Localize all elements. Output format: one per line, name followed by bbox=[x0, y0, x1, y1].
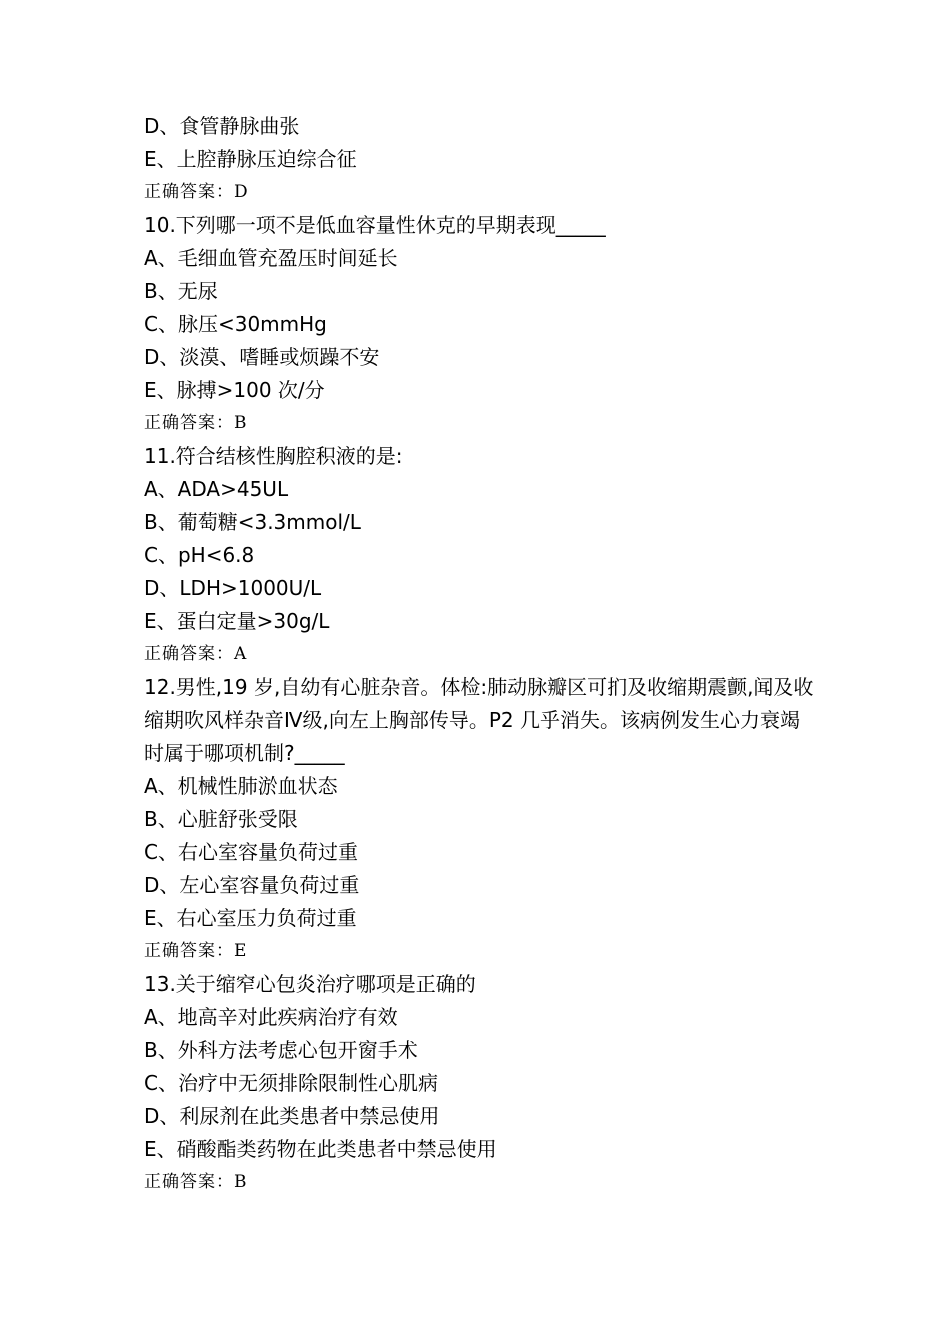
option-d: D、LDH>1000U/L bbox=[144, 576, 322, 600]
option-d: D、淡漠、嗜睡或烦躁不安 bbox=[144, 345, 380, 369]
document-page bbox=[144, 110, 814, 1199]
option-a: A、毛细血管充盈压时间延长 bbox=[144, 246, 398, 270]
option-a: A、机械性肺淤血状态 bbox=[144, 774, 338, 798]
option-d: D、利尿剂在此类患者中禁忌使用 bbox=[144, 1104, 440, 1128]
option-d: D、左心室容量负荷过重 bbox=[144, 873, 360, 897]
question-12 bbox=[144, 671, 814, 968]
correct-answer: 正确答案：B bbox=[144, 1172, 248, 1192]
option-e: E、上腔静脉压迫综合征 bbox=[144, 147, 357, 171]
question-stem: 13.关于缩窄心包炎治疗哪项是正确的 bbox=[144, 972, 476, 996]
option-a: A、ADA>45UL bbox=[144, 477, 289, 501]
option-a: A、地高辛对此疾病治疗有效 bbox=[144, 1005, 398, 1029]
option-c: C、治疗中无须排除限制性心肌病 bbox=[144, 1071, 438, 1095]
option-b: B、无尿 bbox=[144, 279, 218, 303]
question-11 bbox=[144, 440, 814, 671]
question-stem: 10.下列哪一项不是低血容量性休克的早期表现_____ bbox=[144, 213, 606, 237]
question-13 bbox=[144, 968, 814, 1199]
option-e: E、右心室压力负荷过重 bbox=[144, 906, 357, 930]
question-10 bbox=[144, 209, 814, 440]
question-stem: 12.男性,19 岁,自幼有心脏杂音。体检:肺动脉瓣区可扪及收缩期震颤,闻及收缩期吹风样杂音Ⅳ级,向左上胸部传导。P2 几乎消失。该病例发生心力衰竭时属于哪项机制?_____ bbox=[144, 675, 814, 765]
option-c: C、脉压<30mmHg bbox=[144, 312, 327, 336]
correct-answer: 正确答案：E bbox=[144, 941, 248, 961]
correct-answer: 正确答案：B bbox=[144, 413, 248, 433]
option-c: C、右心室容量负荷过重 bbox=[144, 840, 358, 864]
correct-answer: 正确答案：D bbox=[144, 182, 249, 202]
option-e: E、脉搏>100 次/分 bbox=[144, 378, 325, 402]
question-stem: 11.符合结核性胸腔积液的是: bbox=[144, 444, 403, 468]
question-9-tail bbox=[144, 110, 814, 209]
option-e: E、硝酸酯类药物在此类患者中禁忌使用 bbox=[144, 1137, 497, 1161]
option-d: D、食管静脉曲张 bbox=[144, 114, 300, 138]
option-e: E、蛋白定量>30g/L bbox=[144, 609, 330, 633]
option-b: B、心脏舒张受限 bbox=[144, 807, 298, 831]
option-b: B、葡萄糖<3.3mmol/L bbox=[144, 510, 361, 534]
option-b: B、外科方法考虑心包开窗手术 bbox=[144, 1038, 418, 1062]
option-c: C、pH<6.8 bbox=[144, 543, 255, 567]
correct-answer: 正确答案：A bbox=[144, 644, 248, 664]
